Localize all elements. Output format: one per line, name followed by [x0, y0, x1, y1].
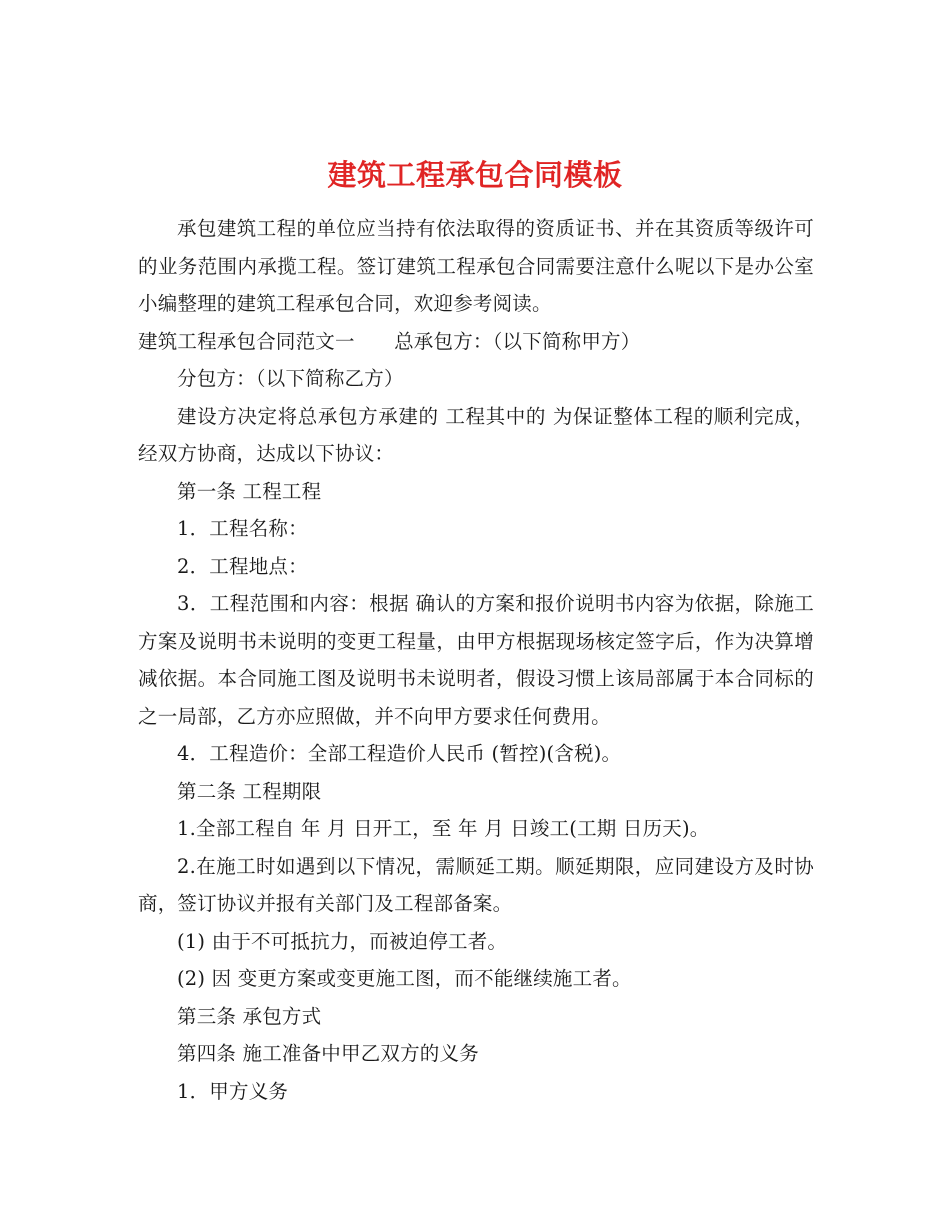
paragraph-intro: 承包建筑工程的单位应当持有依法取得的资质证书、并在其资质等级许可的业务范围内承揽工程。签订建筑工程承包合同需要注意什么呢以下是办公室小编整理的建筑工程承包合同，欢迎参考阅读。	[138, 217, 814, 315]
document-body	[138, 210, 814, 1110]
heading-article-2: 第二条 工程期限	[177, 779, 322, 803]
list-item-1-3: 3．工程范围和内容：根据 确认的方案和报价说明书内容为依据，除施工方案及说明书未说明的变更工程量，由甲方根据现场核定签字后，作为决算增减依据。本合同施工图及说明书未说明者，假设习惯上该局部属于本合同标的之一局部，乙方亦应照做，并不向甲方要求任何费用。	[138, 592, 814, 728]
paragraph-sample-heading: 建筑工程承包合同范文一 总承包方：（以下简称甲方）	[138, 329, 641, 353]
page-title: 建筑工程承包合同模板	[327, 158, 623, 193]
paragraph-preamble: 建设方决定将总承包方承建的 工程其中的 为保证整体工程的顺利完成，经双方协商，达成以下协议：	[138, 404, 814, 465]
list-item-1-4: 4．工程造价：全部工程造价人民币 (暂控)(含税)。	[177, 742, 622, 765]
heading-article-4: 第四条 施工准备中甲乙双方的义务	[177, 1042, 479, 1065]
list-item-2-2-b: (2) 因 变更方案或变更施工图，而不能继续施工者。	[177, 967, 632, 990]
heading-article-1: 第一条 工程工程	[177, 479, 322, 503]
list-item-4-1: 1．甲方义务	[177, 1079, 289, 1103]
list-item-2-1: 1.全部工程自 年 月 日开工，至 年 月 日竣工(工期 日历天)。	[177, 817, 710, 840]
list-item-1-2: 2．工程地点：	[177, 554, 308, 578]
paragraph-party-b: 分包方：（以下简称乙方）	[177, 367, 404, 390]
list-item-2-2: 2.在施工时如遇到以下情况，需顺延工期。顺延期限，应同建设方及时协商，签订协议并报有关部门及工程部备案。	[138, 854, 814, 915]
list-item-2-2-a: (1) 由于不可抵抗力，而被迫停工者。	[177, 929, 508, 953]
list-item-1-1: 1．工程名称：	[177, 517, 308, 540]
heading-article-3: 第三条 承包方式	[177, 1004, 322, 1028]
